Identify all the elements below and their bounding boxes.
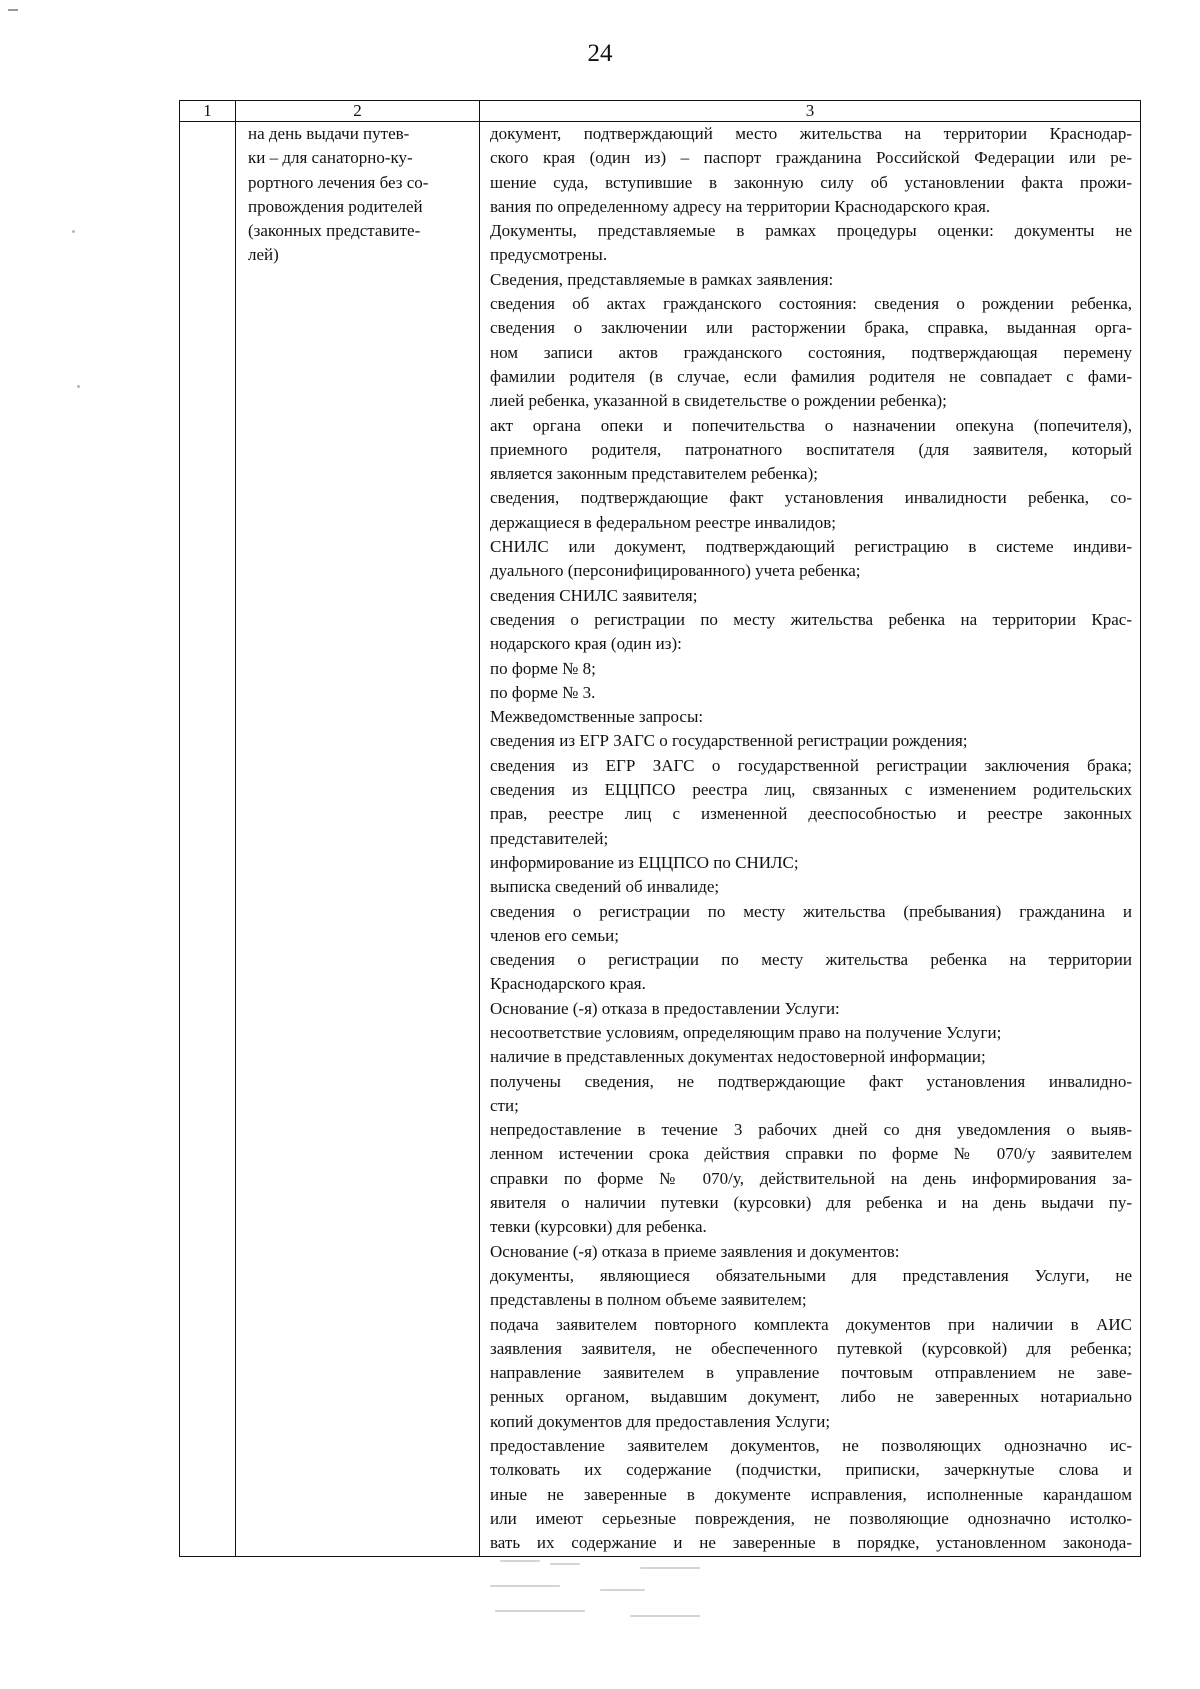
column-3-line: представителей; bbox=[490, 828, 609, 848]
column-3-line: предусмотрены. bbox=[490, 245, 608, 265]
document-table bbox=[179, 100, 1141, 1557]
column-3-line: тевки (курсовки) для ребенка. bbox=[490, 1217, 707, 1237]
column-3-line: наличие в представленных документах недостоверной информации; bbox=[490, 1047, 986, 1067]
column-3-line: Основание (-я) отказа в предоставлении Услуги: bbox=[490, 998, 840, 1018]
column-3-line: нодарского края (один из): bbox=[490, 634, 682, 654]
column-3-line: сведения, подтверждающие факт установления инвалидности ребенка, со- bbox=[490, 488, 1132, 508]
column-3-line: непредоставление в течение 3 рабочих дней со дня уведомления о выяв- bbox=[490, 1120, 1132, 1140]
column-3-line: информирование из ЕЦЦПСО по СНИЛС; bbox=[490, 852, 799, 872]
column-3-line: несоответствие условиям, определяющим право на получение Услуги; bbox=[490, 1022, 1002, 1042]
column-3-line: лией ребенка, указанной в свидетельстве о рождении ребенка); bbox=[490, 391, 947, 411]
column-3-line: предоставление заявителем документов, не позволяющих однозначно ис- bbox=[490, 1436, 1132, 1456]
column-3-line: выписка сведений об инвалиде; bbox=[490, 877, 720, 897]
page-number: 24 bbox=[587, 40, 613, 67]
column-3-line: является законным представителем ребенка); bbox=[490, 464, 818, 484]
column-header-2: 2 bbox=[236, 101, 480, 122]
scan-corner-mark bbox=[8, 9, 18, 11]
column-3-line: ренных органом, выдавшим документ, либо не заверенных нотариально bbox=[490, 1387, 1132, 1407]
column-3-line: акт органа опеки и попечительства о назначении опекуна (попечителя), bbox=[490, 415, 1132, 435]
column-3-line: сти; bbox=[490, 1095, 519, 1115]
column-3-line: подача заявителем повторного комплекта документов при наличии в АИС bbox=[490, 1314, 1132, 1334]
column-3-line: членов его семьи; bbox=[490, 925, 619, 945]
column-3-line: или имеют серьезные повреждения, не позволяющие однозначно истолко- bbox=[490, 1508, 1132, 1528]
column-2-cell bbox=[236, 122, 480, 1557]
column-3-line: ского края (один из) – паспорт гражданина Российской Федерации или ре- bbox=[490, 148, 1132, 168]
column-3-line: вать их содержание и не заверенные в порядке, установленном законода- bbox=[490, 1533, 1132, 1553]
table-row bbox=[180, 122, 1141, 1557]
column-3-line: получены сведения, не подтверждающие факт установления инвалидно- bbox=[490, 1071, 1132, 1091]
table-header-row bbox=[180, 101, 1141, 122]
column-3-line: Основание (-я) отказа в приеме заявления и документов: bbox=[490, 1241, 900, 1261]
scan-speck bbox=[77, 385, 80, 388]
column-3-line: вания по определенному адресу на территории Краснодарского края. bbox=[490, 196, 991, 216]
column-3-text bbox=[480, 122, 1140, 1556]
column-3-line: держащиеся в федеральном реестре инвалидов; bbox=[490, 512, 836, 532]
column-3-line: СНИЛС или документ, подтверждающий регистрацию в системе индиви- bbox=[490, 537, 1132, 557]
column-3-line: направление заявителем в управление почтовым отправлением не заве- bbox=[490, 1363, 1132, 1383]
column-3-line: ленном истечении срока действия справки по форме № 070/у заявителем bbox=[490, 1144, 1132, 1164]
column-3-line: иные не заверенные в документе исправления, исполненные карандашом bbox=[490, 1484, 1132, 1504]
column-3-line: сведения из ЕГР ЗАГС о государственной регистрации рождения; bbox=[490, 731, 968, 751]
column-3-line: толковать их содержание (подчистки, приписки, зачеркнутые слова и bbox=[490, 1460, 1132, 1480]
column-3-line: сведения СНИЛС заявителя; bbox=[490, 585, 698, 605]
column-3-line: Сведения, представляемые в рамках заявления: bbox=[490, 269, 834, 289]
column-3-line: шение суда, вступившие в законную силу об установлении факта прожи- bbox=[490, 172, 1132, 192]
column-header-3: 3 bbox=[480, 101, 1141, 122]
column-3-line: справки по форме № 070/у, действительной на день информирования за- bbox=[490, 1168, 1132, 1188]
faded-stamp-marks bbox=[490, 1555, 740, 1635]
column-3-line: сведения об актах гражданского состояния: сведения о рождении ребенка, bbox=[490, 294, 1132, 314]
column-header-1: 1 bbox=[180, 101, 236, 122]
scan-speck bbox=[72, 230, 75, 233]
column-3-line: явителя о наличии путевки (курсовки) для ребенка и на день выдачи пу- bbox=[490, 1193, 1132, 1213]
column-3-line: заявления заявителя, не обеспеченного путевкой (курсовкой) для ребенка; bbox=[490, 1338, 1132, 1358]
column-3-line: ном записи актов гражданского состояния, подтверждающая перемену bbox=[490, 342, 1132, 362]
column-3-line: дуального (персонифицированного) учета ребенка; bbox=[490, 561, 861, 581]
column-3-line: документ, подтверждающий место жительства на территории Краснодар- bbox=[490, 124, 1132, 143]
column-3-line: Краснодарского края. bbox=[490, 974, 646, 994]
column-3-line: по форме № 3. bbox=[490, 682, 596, 702]
column-3-line: сведения о регистрации по месту жительства ребенка на территории bbox=[490, 950, 1132, 970]
column-3-line: Межведомственные запросы: bbox=[490, 707, 704, 727]
column-1-cell bbox=[180, 122, 236, 1557]
column-2-text: на день выдачи путев- ки – для санаторно-ку- рортного лечения без со- провождения родителей (законных представите- лей) bbox=[248, 124, 429, 265]
column-3-line: копий документов для предоставления Услуги; bbox=[490, 1411, 831, 1431]
column-3-line: приемного родителя, патронатного воспитателя (для заявителя, который bbox=[490, 439, 1132, 459]
column-3-line: документы, являющиеся обязательными для представления Услуги, не bbox=[490, 1265, 1132, 1285]
column-3-line: сведения о регистрации по месту жительства (пребывания) гражданина и bbox=[490, 901, 1132, 921]
column-3-line: по форме № 8; bbox=[490, 658, 596, 678]
column-3-line: Документы, представляемые в рамках процедуры оценки: документы не bbox=[490, 221, 1132, 241]
column-3-line: сведения о заключении или расторжении брака, справка, выданная орга- bbox=[490, 318, 1132, 338]
column-3-line: сведения из ЕГР ЗАГС о государственной регистрации заключения брака; bbox=[490, 755, 1132, 775]
column-3-cell bbox=[480, 122, 1141, 1557]
column-3-line: прав, реестре лиц с измененной дееспособностью и реестре законных bbox=[490, 804, 1132, 824]
column-3-line: сведения из ЕЦЦПСО реестра лиц, связанных с изменением родительских bbox=[490, 780, 1132, 800]
column-3-line: фамилии родителя (в случае, если фамилия родителя не совпадает с фами- bbox=[490, 366, 1132, 386]
column-3-line: представлены в полном объеме заявителем; bbox=[490, 1290, 807, 1310]
column-3-line: сведения о регистрации по месту жительства ребенка на территории Крас- bbox=[490, 609, 1132, 629]
